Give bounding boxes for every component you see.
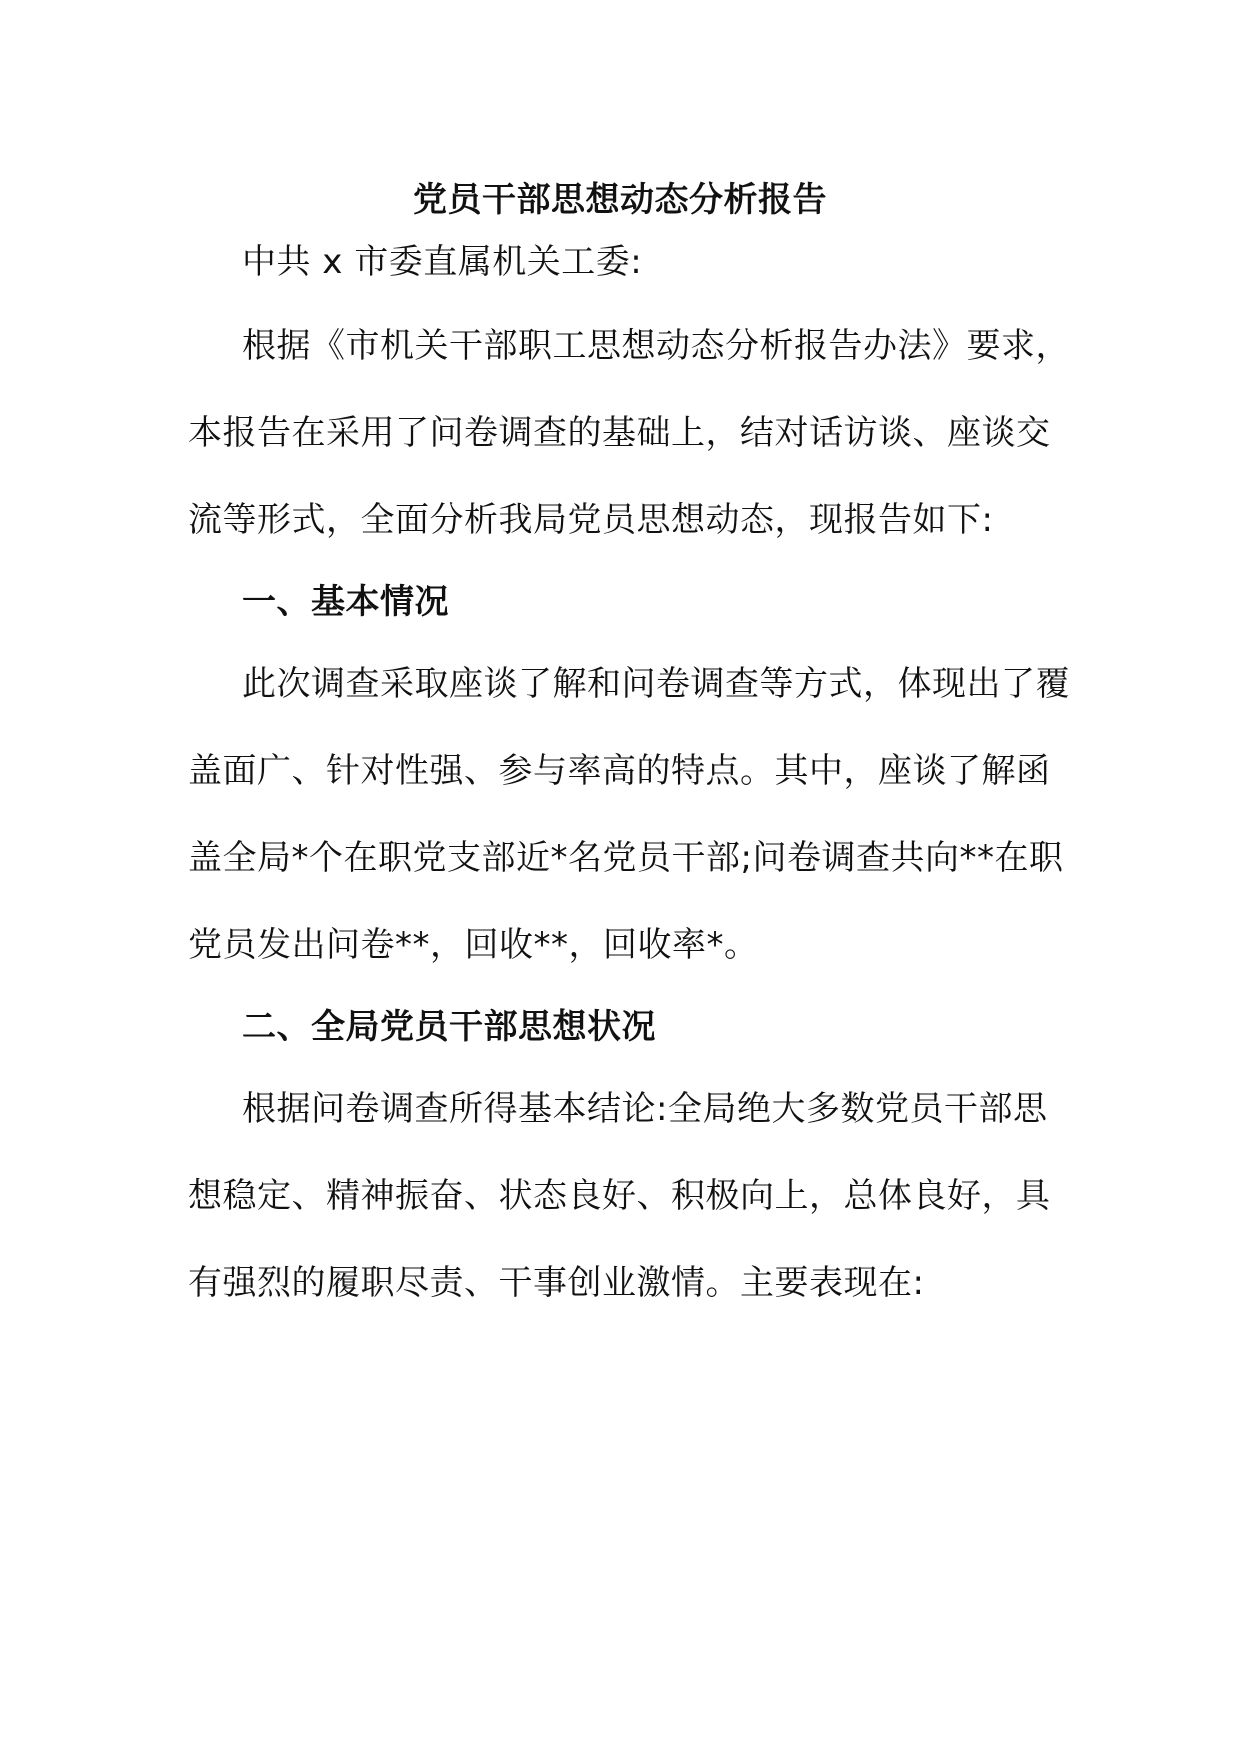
document-title: 党员干部思想动态分析报告: [413, 180, 827, 220]
section-2-line-2: 想稳定、精神振奋、状态良好、积极向上，总体良好，具: [188, 1176, 1051, 1216]
section-1-line-2: 盖面广、针对性强、参与率高的特点。其中，座谈了解函: [188, 751, 1051, 791]
section-1-line-1: 此次调查采取座谈了解和问卷调查等方式，体现出了覆: [242, 664, 1070, 704]
salutation: 中共 x 市委直属机关工委:: [242, 242, 643, 282]
intro-line-1: 根据《市机关干部职工思想动态分析报告办法》要求，: [242, 326, 1070, 366]
section-2-line-1: 根据问卷调查所得基本结论:全局绝大多数党员干部思: [242, 1089, 1048, 1129]
section-1-line-3: 盖全局*个在职党支部近*名党员干部;问卷调查共向**在职: [188, 838, 1064, 878]
section-1-heading: 一、基本情况: [242, 582, 449, 622]
intro-line-3: 流等形式，全面分析我局党员思想动态，现报告如下:: [188, 500, 994, 540]
intro-line-2: 本报告在采用了问卷调查的基础上，结对话访谈、座谈交: [188, 413, 1051, 453]
section-2-heading: 二、全局党员干部思想状况: [242, 1007, 656, 1047]
section-2-line-3: 有强烈的履职尽责、干事创业激情。主要表现在:: [188, 1263, 925, 1303]
section-1-line-4: 党员发出问卷**，回收**，回收率*。: [188, 925, 759, 965]
